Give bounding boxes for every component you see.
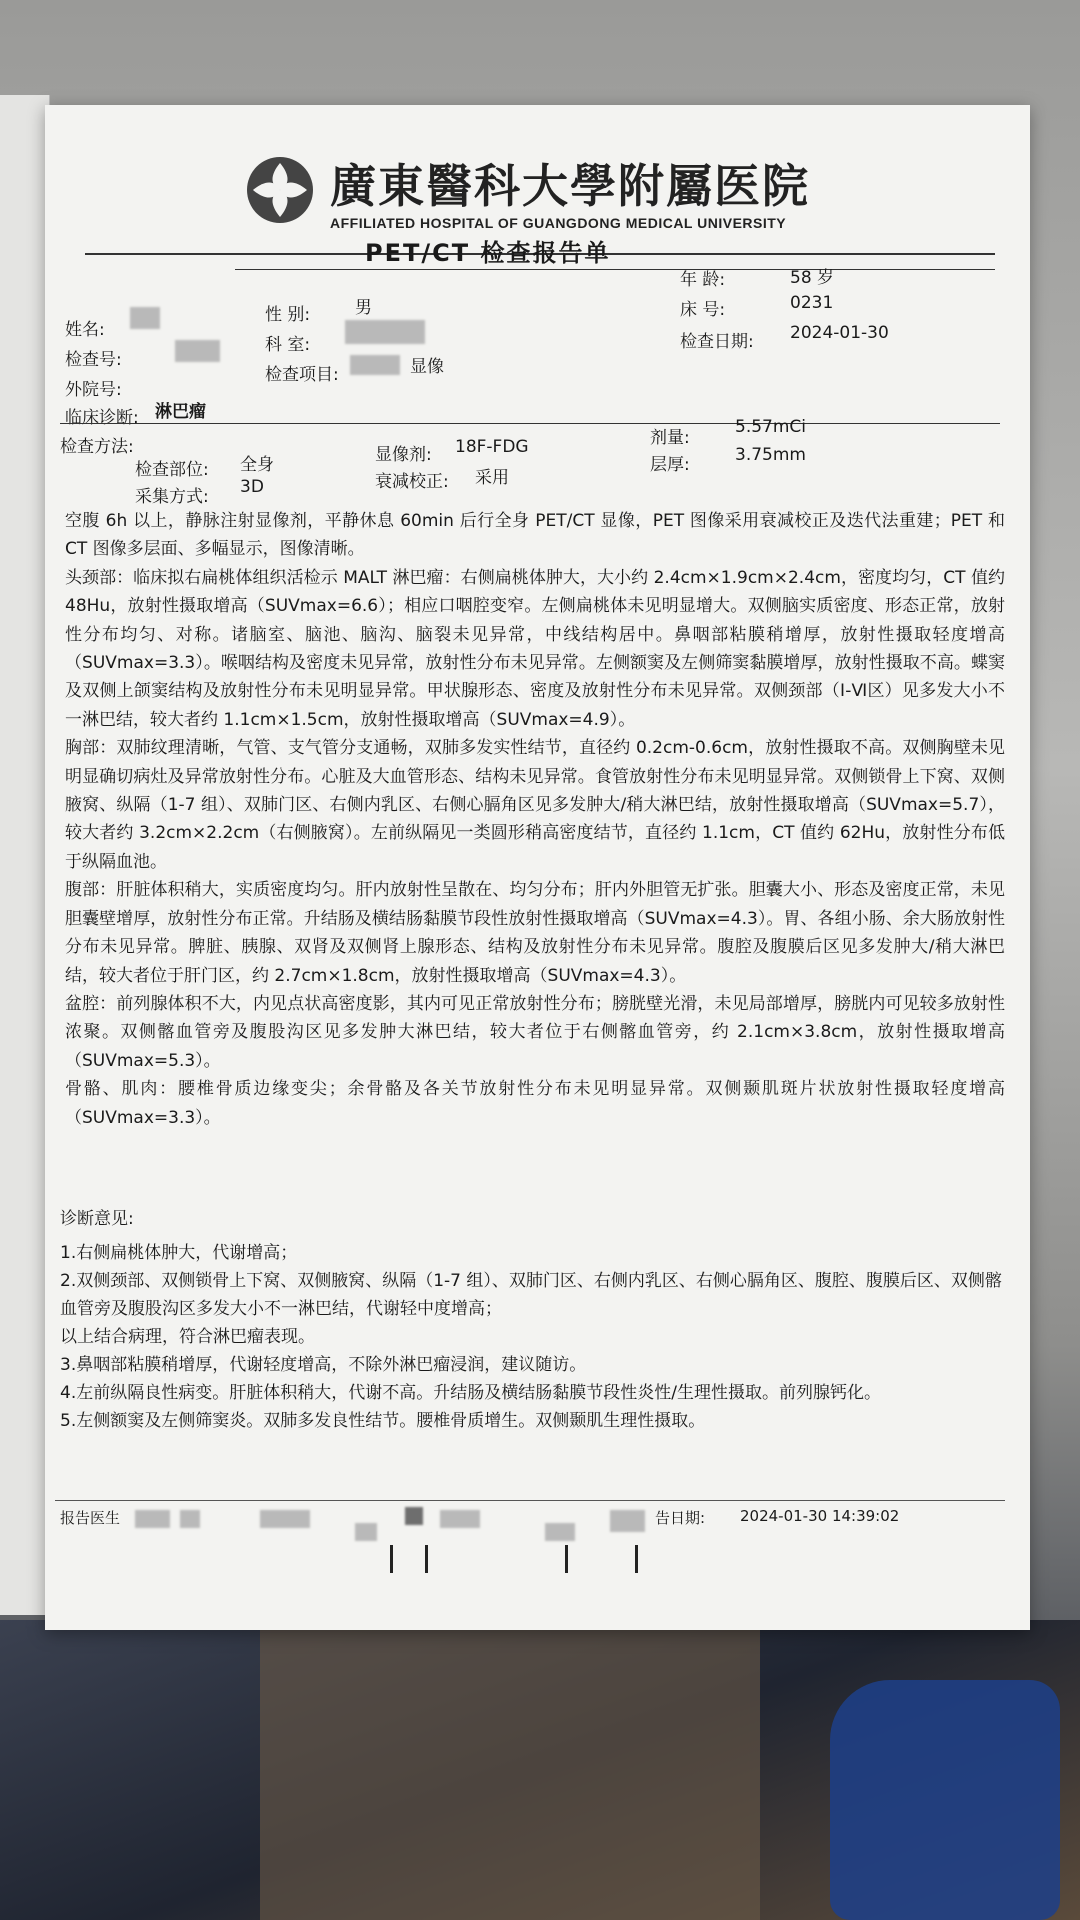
dept-label: 科 室: (265, 335, 311, 355)
acq-label: 采集方式: (135, 487, 209, 507)
finding-paragraph: 头颈部：临床拟右扁桃体组织活检示 MALT 淋巴瘤：右侧扁桃体肿大，大小约 2.4cm×1.9cm×2.4cm，密度均匀，CT 值约 48Hu，放射性摄取增高（SUVmax=6.6）；相应口咽腔变窄。左侧扁桃体未见明显增大。双侧脑实质密度、形态正常，放射性分布均匀、对称。诸脑室、脑池、脑沟、脑裂未见异常，中线结构居中。鼻咽部粘膜稍增厚，放射性摄取轻度增高（SUVmax=3.3）。喉咽结构及密度未见异常，放射性分布未见异常。左侧额窦及左侧筛窦黏膜增厚，放射性摄取不高。蝶窦及双侧上颌窦结构及放射性分布未见明显异常。甲状腺形态、密度及放射性分布未见异常。双侧颈部（Ⅰ-Ⅵ区）见多发大小不一淋巴结，较大者约 1.1cm×1.5cm，放射性摄取增高（SUVmax=4.9）。 (65, 567, 1005, 730)
bed-label: 床 号: (680, 300, 726, 320)
hospital-logo-icon (245, 155, 315, 225)
findings-section (65, 507, 1005, 1132)
doctor-redaction (180, 1510, 200, 1528)
exam-item-value: 显像 (410, 357, 444, 377)
slice-value: 3.75mm (735, 445, 806, 465)
finding-paragraph: 胸部：双肺纹理清晰，气管、支气管分支通畅，双肺多发实性结节，直径约 0.2cm-0.6cm，放射性摄取不高。双侧胸壁未见明显确切病灶及异常放射性分布。心脏及大血管形态、结构未见异常。食管放射性分布未见明显异常。双侧锁骨上下窝、双侧腋窝、纵隔（1-7 组）、双肺门区、右侧内乳区、右侧心膈角区见多发肿大/稍大淋巴结，放射性摄取增高（SUVmax=5.7），较大者约 3.2cm×2.2cm（右侧腋窝）。左前纵隔见一类圆形稍高密度结节，直径约 1.1cm，CT 值约 62Hu，放射性分布低于纵隔血池。 (65, 738, 1005, 872)
finding-paragraph: 腹部：肝脏体积稍大，实质密度均匀。肝内放射性呈散在、均匀分布；肝内外胆管无扩张。胆囊大小、形态及密度正常，未见胆囊壁增厚，放射性分布正常。升结肠及横结肠黏膜节段性放射性摄取增高（SUVmax=4.3）。胃、各组小肠、余大肠放射性分布未见异常。脾脏、胰腺、双肾及双侧肾上腺形态、结构及放射性分布未见异常。腹腔及腹膜后区见多发肿大/稍大淋巴结，较大者位于肝门区，约 2.7cm×1.8cm，放射性摄取增高（SUVmax=4.3）。 (65, 880, 1005, 986)
diagnosis-item: 以上结合病理，符合淋巴瘤表现。 (60, 1327, 315, 1347)
acq-value: 3D (240, 477, 264, 497)
hospital-name-en: AFFILIATED HOSPITAL OF GUANGDONG MEDICAL UNIVERSITY (330, 215, 787, 231)
signature-redaction (545, 1523, 575, 1541)
site-value: 全身 (240, 455, 274, 475)
diagnosis-item: 2.双侧颈部、双侧锁骨上下窝、双侧腋窝、纵隔（1-7 组）、双肺门区、右侧内乳区、右侧心膈角区、腹腔、腹膜后区、双侧髂血管旁及腹股沟区多发大小不一淋巴结，代谢轻中度增高； (60, 1271, 1002, 1319)
atten-value: 采用 (475, 468, 509, 488)
background-floor (0, 1620, 1080, 1920)
finding-paragraph: 空腹 6h 以上，静脉注射显像剂，平静休息 60min 后行全身 PET/CT 显像，PET 图像采用衰减校正及迭代法重建；PET 和 CT 图像多层面、多幅显示，图像清晰。 (65, 511, 1005, 560)
diagnosis-label: 诊断意见: (60, 1209, 134, 1229)
signature-stroke (390, 1545, 393, 1573)
exam-no-redaction (175, 340, 220, 362)
doctor-label: 报告医生 (60, 1509, 121, 1527)
dept-redaction (345, 320, 425, 344)
date-rule (655, 1500, 980, 1501)
diagnosis-section (60, 1205, 1010, 1435)
slice-label: 层厚: (650, 455, 690, 475)
diagnosis-item: 5.左侧额窦及左侧筛窦炎。双肺多发良性结节。腰椎骨质增生。双侧颞肌生理性摄取。 (60, 1411, 706, 1431)
agent-value: 18F-FDG (455, 437, 529, 457)
signature-redaction (610, 1510, 645, 1532)
report-title: PET/CT 检查报告单 (365, 239, 611, 267)
dose-value: 5.57mCi (735, 417, 807, 437)
finding-paragraph: 盆腔：前列腺体积不大，内见点状高密度影，其内可见正常放射性分布；膀胱壁光滑，未见局部增厚，膀胱内可见较多放射性浓聚。双侧髂血管旁及腹股沟区见多发肿大淋巴结，较大者位于右侧髂血管旁，约 2.1cm×3.8cm，放射性摄取增高（SUVmax=5.3）。 (65, 993, 1005, 1071)
floor-area (260, 1620, 760, 1920)
adjacent-page (0, 95, 50, 1615)
signature-redaction (440, 1510, 480, 1528)
sex-value: 男 (355, 298, 372, 318)
report-date-value: 2024-01-30 14:39:02 (740, 1507, 900, 1525)
shoe (830, 1680, 1060, 1920)
agent-label: 显像剂: (375, 445, 432, 465)
finding-paragraph: 骨骼、肌肉：腰椎骨质边缘变尖；余骨骼及各关节放射性分布未见明显异常。双侧颞肌斑片状放射性摄取轻度增高（SUVmax=3.3）。 (65, 1079, 1005, 1128)
report-paper (45, 105, 1030, 1630)
info-rule (60, 423, 1000, 424)
atten-label: 衰减校正: (375, 472, 449, 492)
exam-item-label: 检查项目: (265, 365, 339, 385)
age-value: 58 岁 (790, 268, 835, 288)
signature-redaction (405, 1507, 423, 1525)
name-redaction (130, 307, 160, 329)
age-label: 年 龄: (680, 270, 726, 290)
doctor-redaction (260, 1510, 310, 1528)
bed-value: 0231 (790, 293, 834, 313)
signature-stroke (425, 1545, 428, 1573)
doctor-redaction (135, 1510, 170, 1528)
exam-item-redaction (350, 355, 400, 375)
exam-date-label: 检查日期: (680, 332, 754, 352)
dose-label: 剂量: (650, 428, 690, 448)
method-label: 检查方法: (60, 437, 134, 457)
hospital-name-cn: 廣東醫科大學附屬医院 (330, 159, 810, 213)
diagnosis-item: 1.右侧扁桃体肿大，代谢增高； (60, 1243, 298, 1263)
exam-date-value: 2024-01-30 (790, 323, 889, 343)
sex-label: 性 别: (265, 305, 311, 325)
clinical-diag-label: 临床诊断: (65, 408, 139, 428)
diagnosis-item: 3.鼻咽部粘膜稍增厚，代谢轻度增高，不除外淋巴瘤浸润，建议随访。 (60, 1355, 587, 1375)
outpatient-label: 外院号: (65, 380, 122, 400)
name-label: 姓名: (65, 320, 105, 340)
signature-redaction (355, 1523, 377, 1541)
signature-stroke (635, 1545, 638, 1573)
report-date-label: 告日期: (655, 1509, 706, 1527)
clinical-diag-value: 淋巴瘤 (155, 402, 206, 422)
site-label: 检查部位: (135, 460, 209, 480)
exam-no-label: 检查号: (65, 350, 122, 370)
signature-stroke (565, 1545, 568, 1573)
title-rule (235, 269, 995, 270)
diagnosis-item: 4.左前纵隔良性病变。肝脏体积稍大，代谢不高。升结肠及横结肠黏膜节段性炎性/生理性摄取。前列腺钙化。 (60, 1383, 881, 1403)
